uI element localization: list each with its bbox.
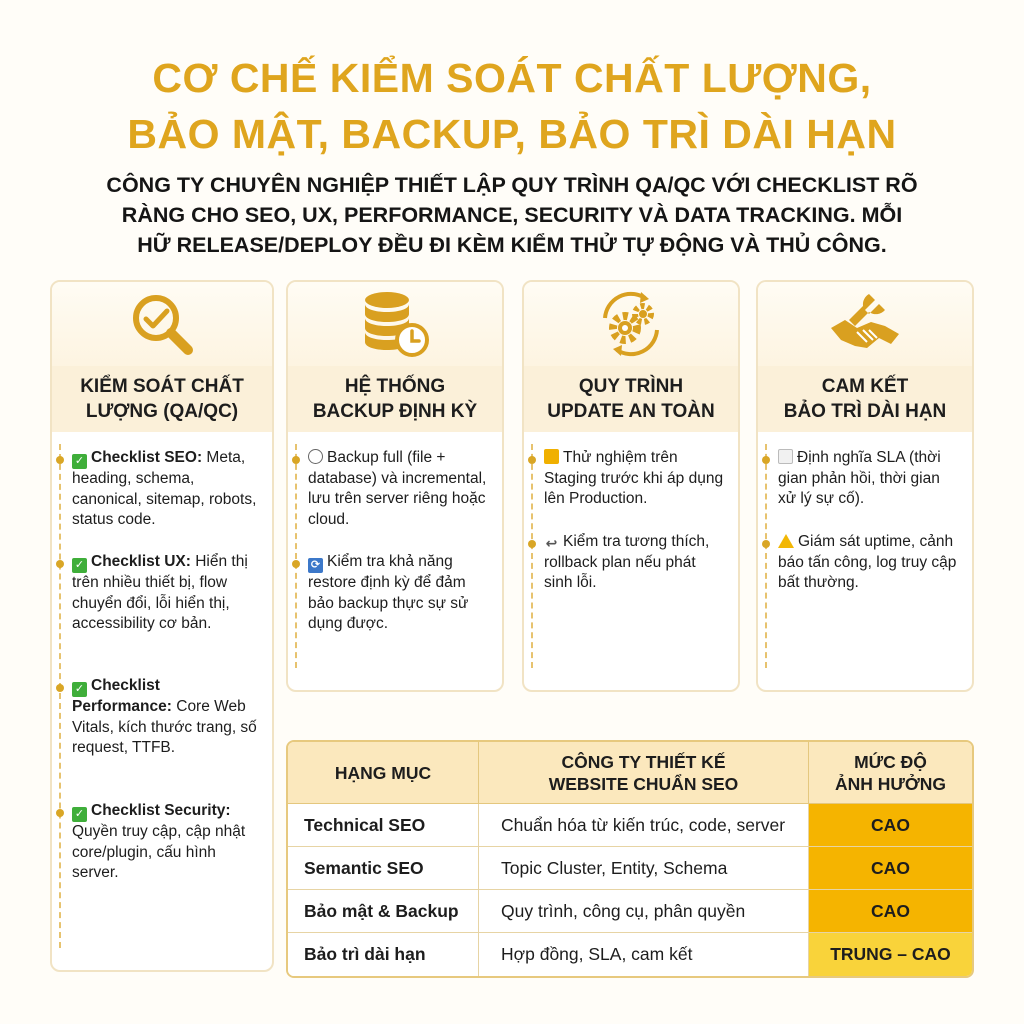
item-text: Định nghĩa SLA (thời gian phản hồi, thời gian xử lý sự cố).: [778, 449, 941, 507]
row-impact-level: CAO: [809, 847, 972, 890]
list-item: [72, 676, 260, 759]
comparison-table: [286, 740, 974, 978]
timeline-dot: [56, 456, 64, 464]
timeline-line: [295, 444, 297, 668]
list-item: [544, 532, 726, 594]
item-text: Meta, heading, schema, canonical, sitemap, robots, status code.: [72, 449, 257, 528]
item-text: Backup full (file + database) và incremental, lưu trên server riêng hoặc cloud.: [308, 449, 487, 528]
row-impact-level: CAO: [809, 804, 972, 847]
header-company-line-1: CÔNG TY THIẾT KẾ: [561, 751, 726, 772]
construction-icon: [544, 449, 559, 464]
timeline-line: [531, 444, 533, 668]
list-item: [308, 448, 490, 530]
row-category: Semantic SEO: [288, 847, 479, 890]
timeline-line: [765, 444, 767, 668]
card-body: [758, 432, 972, 690]
row-category: Technical SEO: [288, 804, 479, 847]
row-description: Chuẩn hóa từ kiến trúc, code, server: [479, 804, 809, 847]
card-heading: [758, 366, 972, 432]
item-text: Thử nghiệm trên Staging trước khi áp dụng lên Production.: [544, 449, 724, 507]
card-heading: [52, 366, 272, 432]
timeline-dot: [56, 809, 64, 817]
check-mark-icon: ✓: [72, 454, 87, 469]
document-icon: [778, 449, 793, 464]
item-bold: Checklist SEO:: [91, 449, 203, 466]
header-company-line-2: WEBSITE CHUẨN SEO: [548, 773, 739, 794]
header-impact-line-1: MỨC ĐỘ: [854, 751, 927, 772]
item-bold: Checklist Security:: [91, 802, 231, 819]
card-long-term-maintenance: [756, 280, 974, 692]
item-text: Core Web Vitals, kích thước trang, số request, TTFB.: [72, 698, 257, 756]
card-heading-line-2: LƯỢNG (QA/QC): [85, 401, 239, 422]
page-subtitle: [40, 170, 984, 260]
header-company: [479, 742, 809, 804]
card-backup: [286, 280, 504, 692]
refresh-icon: ⟳: [308, 558, 323, 573]
card-icon-area: [52, 282, 272, 366]
page-title: [0, 50, 1024, 162]
card-safe-update: [522, 280, 740, 692]
item-bold: Checklist UX:: [91, 553, 191, 570]
database-clock-icon: [357, 288, 433, 360]
list-item: [72, 448, 260, 531]
timeline-dot: [56, 684, 64, 692]
row-description: Hợp đồng, SLA, cam kết: [479, 933, 809, 976]
list-item: [308, 552, 490, 635]
timeline-dot: [528, 456, 536, 464]
card-heading-line-2: BACKUP ĐỊNH KỲ: [312, 401, 478, 422]
subtitle-line-1: CÔNG TY CHUYÊN NGHIỆP THIẾT LẬP QUY TRÌNH QA/QC VỚI CHECKLIST RÕ: [106, 173, 918, 197]
magnifier-check-icon: [126, 288, 198, 360]
row-impact-level: CAO: [809, 890, 972, 933]
card-heading: [524, 366, 738, 432]
timeline-dot: [762, 540, 770, 548]
row-impact-level: TRUNG – CAO: [809, 933, 972, 976]
timeline-dot: [292, 456, 300, 464]
list-item: [778, 532, 960, 594]
card-icon-area: [758, 282, 972, 366]
item-text: Quyền truy cập, cập nhật core/plugin, cấu hình server.: [72, 823, 246, 881]
card-heading-line-1: HỆ THỐNG: [344, 376, 446, 397]
row-category: Bảo mật & Backup: [288, 890, 479, 933]
card-heading-line-1: QUY TRÌNH: [578, 376, 684, 397]
header-category: [288, 742, 479, 804]
table-row: [288, 890, 972, 933]
warning-icon: [778, 534, 794, 548]
table-row: [288, 847, 972, 890]
title-line-2: BẢO MẬT, BACKUP, BẢO TRÌ DÀI HẠN: [127, 111, 897, 157]
card-body: [524, 432, 738, 690]
subtitle-line-2: RÀNG CHO SEO, UX, PERFORMANCE, SECURITY VÀ DATA TRACKING. MỖI: [121, 203, 903, 227]
row-description: Quy trình, công cụ, phân quyền: [479, 890, 809, 933]
card-body: [52, 432, 272, 970]
card-heading: [288, 366, 502, 432]
item-bold: Checklist Performance:: [72, 677, 172, 715]
item-text: Hiển thị trên nhiều thiết bị, flow chuyển đổi, lỗi hiển thị, accessibility cơ bản.: [72, 553, 248, 632]
card-body: [288, 432, 502, 690]
timeline-dot: [762, 456, 770, 464]
timeline-dot: [56, 560, 64, 568]
check-mark-icon: ✓: [72, 807, 87, 822]
gears-cycle-icon: [595, 288, 667, 360]
list-item: [72, 552, 260, 635]
table-header-row: [288, 742, 972, 804]
item-text: Kiểm tra khả năng restore định kỳ để đảm bảo backup thực sự sử dụng được.: [308, 553, 469, 632]
row-category: Bảo trì dài hạn: [288, 933, 479, 976]
item-text: Giám sát uptime, cảnh báo tấn công, log truy cập bất thường.: [778, 533, 957, 591]
list-item: [544, 448, 726, 510]
handshake-wrench-icon: [827, 288, 903, 360]
clock-icon: [308, 449, 323, 464]
item-text: Kiểm tra tương thích, rollback plan nếu phát sinh lỗi.: [544, 533, 710, 591]
header-category-label: HẠNG MỤC: [334, 762, 432, 783]
timeline-line: [59, 444, 61, 948]
subtitle-line-3: HỮ RELEASE/DEPLOY ĐỀU ĐI KÈM KIỂM THỬ TỰ ĐỘNG VÀ THỦ CÔNG.: [137, 233, 887, 257]
card-icon-area: [524, 282, 738, 366]
header-impact-line-2: ẢNH HƯỞNG: [834, 773, 947, 794]
row-description: Topic Cluster, Entity, Schema: [479, 847, 809, 890]
check-mark-icon: ✓: [72, 682, 87, 697]
header-impact: [809, 742, 972, 804]
card-heading-line-2: UPDATE AN TOÀN: [547, 401, 715, 422]
timeline-dot: [528, 540, 536, 548]
table-row: [288, 933, 972, 976]
card-heading-line-1: KIỂM SOÁT CHẤT: [80, 376, 244, 397]
list-item: [778, 448, 960, 510]
back-arrow-icon: ↩: [545, 535, 558, 551]
timeline-dot: [292, 560, 300, 568]
title-line-1: CƠ CHẾ KIỂM SOÁT CHẤT LƯỢNG,: [152, 55, 872, 101]
check-mark-icon: ✓: [72, 558, 87, 573]
card-heading-line-2: BẢO TRÌ DÀI HẠN: [783, 401, 947, 422]
card-heading-line-1: CAM KẾT: [821, 376, 909, 397]
card-icon-area: [288, 282, 502, 366]
card-quality-control: [50, 280, 274, 972]
table-row: [288, 804, 972, 847]
list-item: [72, 801, 260, 884]
